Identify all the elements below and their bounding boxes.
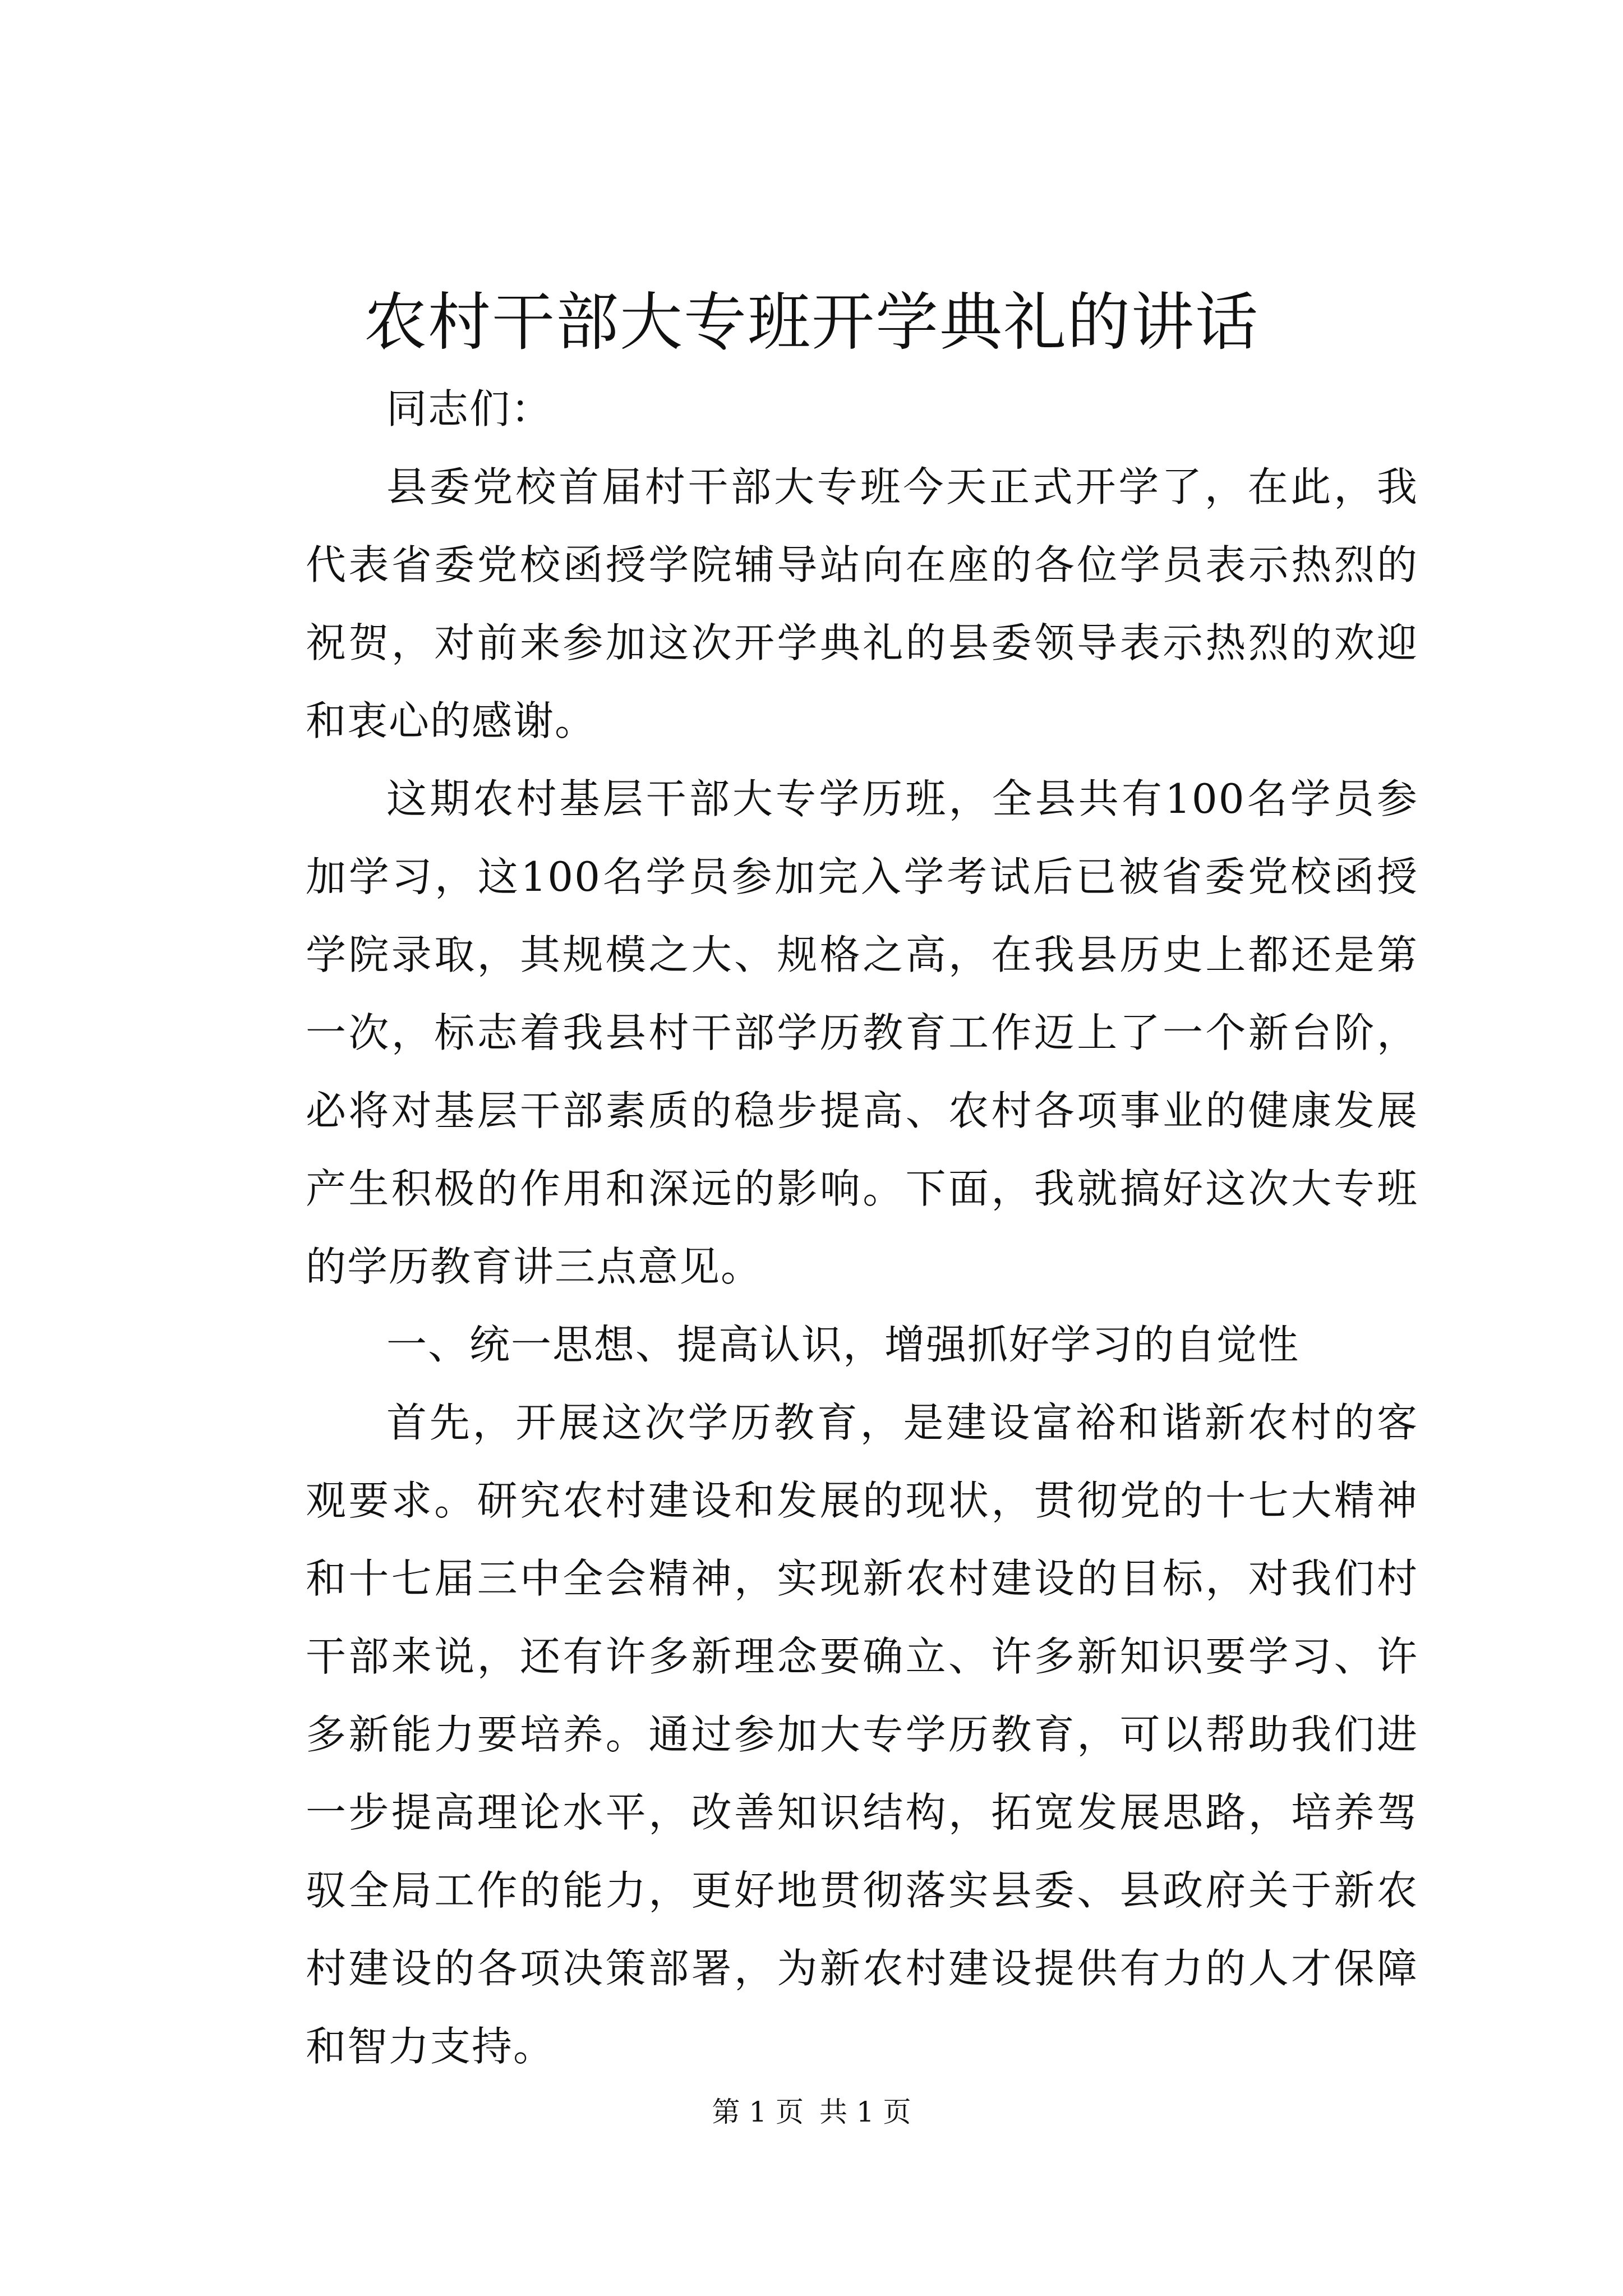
body-paragraph: 县委党校首届村干部大专班今天正式开学了，在此，我代表省委党校函授学院辅导站向在座的各位学员表示热烈的祝贺，对前来参加这次开学典礼的县委领导表示热烈的欢迎和衷心的感谢。 [306, 463, 1418, 744]
document-body [306, 370, 1418, 2086]
body-paragraph: 这期农村基层干部大专学历班，全县共有100名学员参加学习，这100名学员参加完入学考试后已被省委党校函授学院录取，其规模之大、规格之高，在我县历史上都还是第一次，标志着我县村干部学历教育工作迈上了一个新台阶，必将对基层干部素质的稳步提高、农村各项事业的健康发展产生积极的作用和深远的影响。下面，我就搞好这次大专班的学历教育讲三点意见。 [306, 775, 1418, 1290]
salutation-paragraph: 同志们： [386, 385, 553, 432]
page-number: 第 1 页 [712, 2096, 804, 2128]
page-footer [0, 2092, 1623, 2132]
section-heading: 一、统一思想、提高认识，增强抓好学习的自觉性 [386, 1321, 1300, 1368]
page-total: 共 1 页 [819, 2096, 911, 2128]
body-paragraph: 首先，开展这次学历教育，是建设富裕和谐新农村的客观要求。研究农村建设和发展的现状，贯彻党的十七大精神和十七届三中全会精神，实现新农村建设的目标，对我们村干部来说，还有许多新理念要确立、许多新知识要学习、许多新能力要培养。通过参加大专学历教育，可以帮助我们进一步提高理论水平，改善知识结构，拓宽发展思路，培养驾驭全局工作的能力，更好地贯彻落实县委、县政府关于新农村建设的各项决策部署，为新农村建设提供有力的人才保障和智力支持。 [306, 1399, 1418, 2070]
document-title: 农村干部大专班开学典礼的讲话 [364, 286, 1259, 359]
